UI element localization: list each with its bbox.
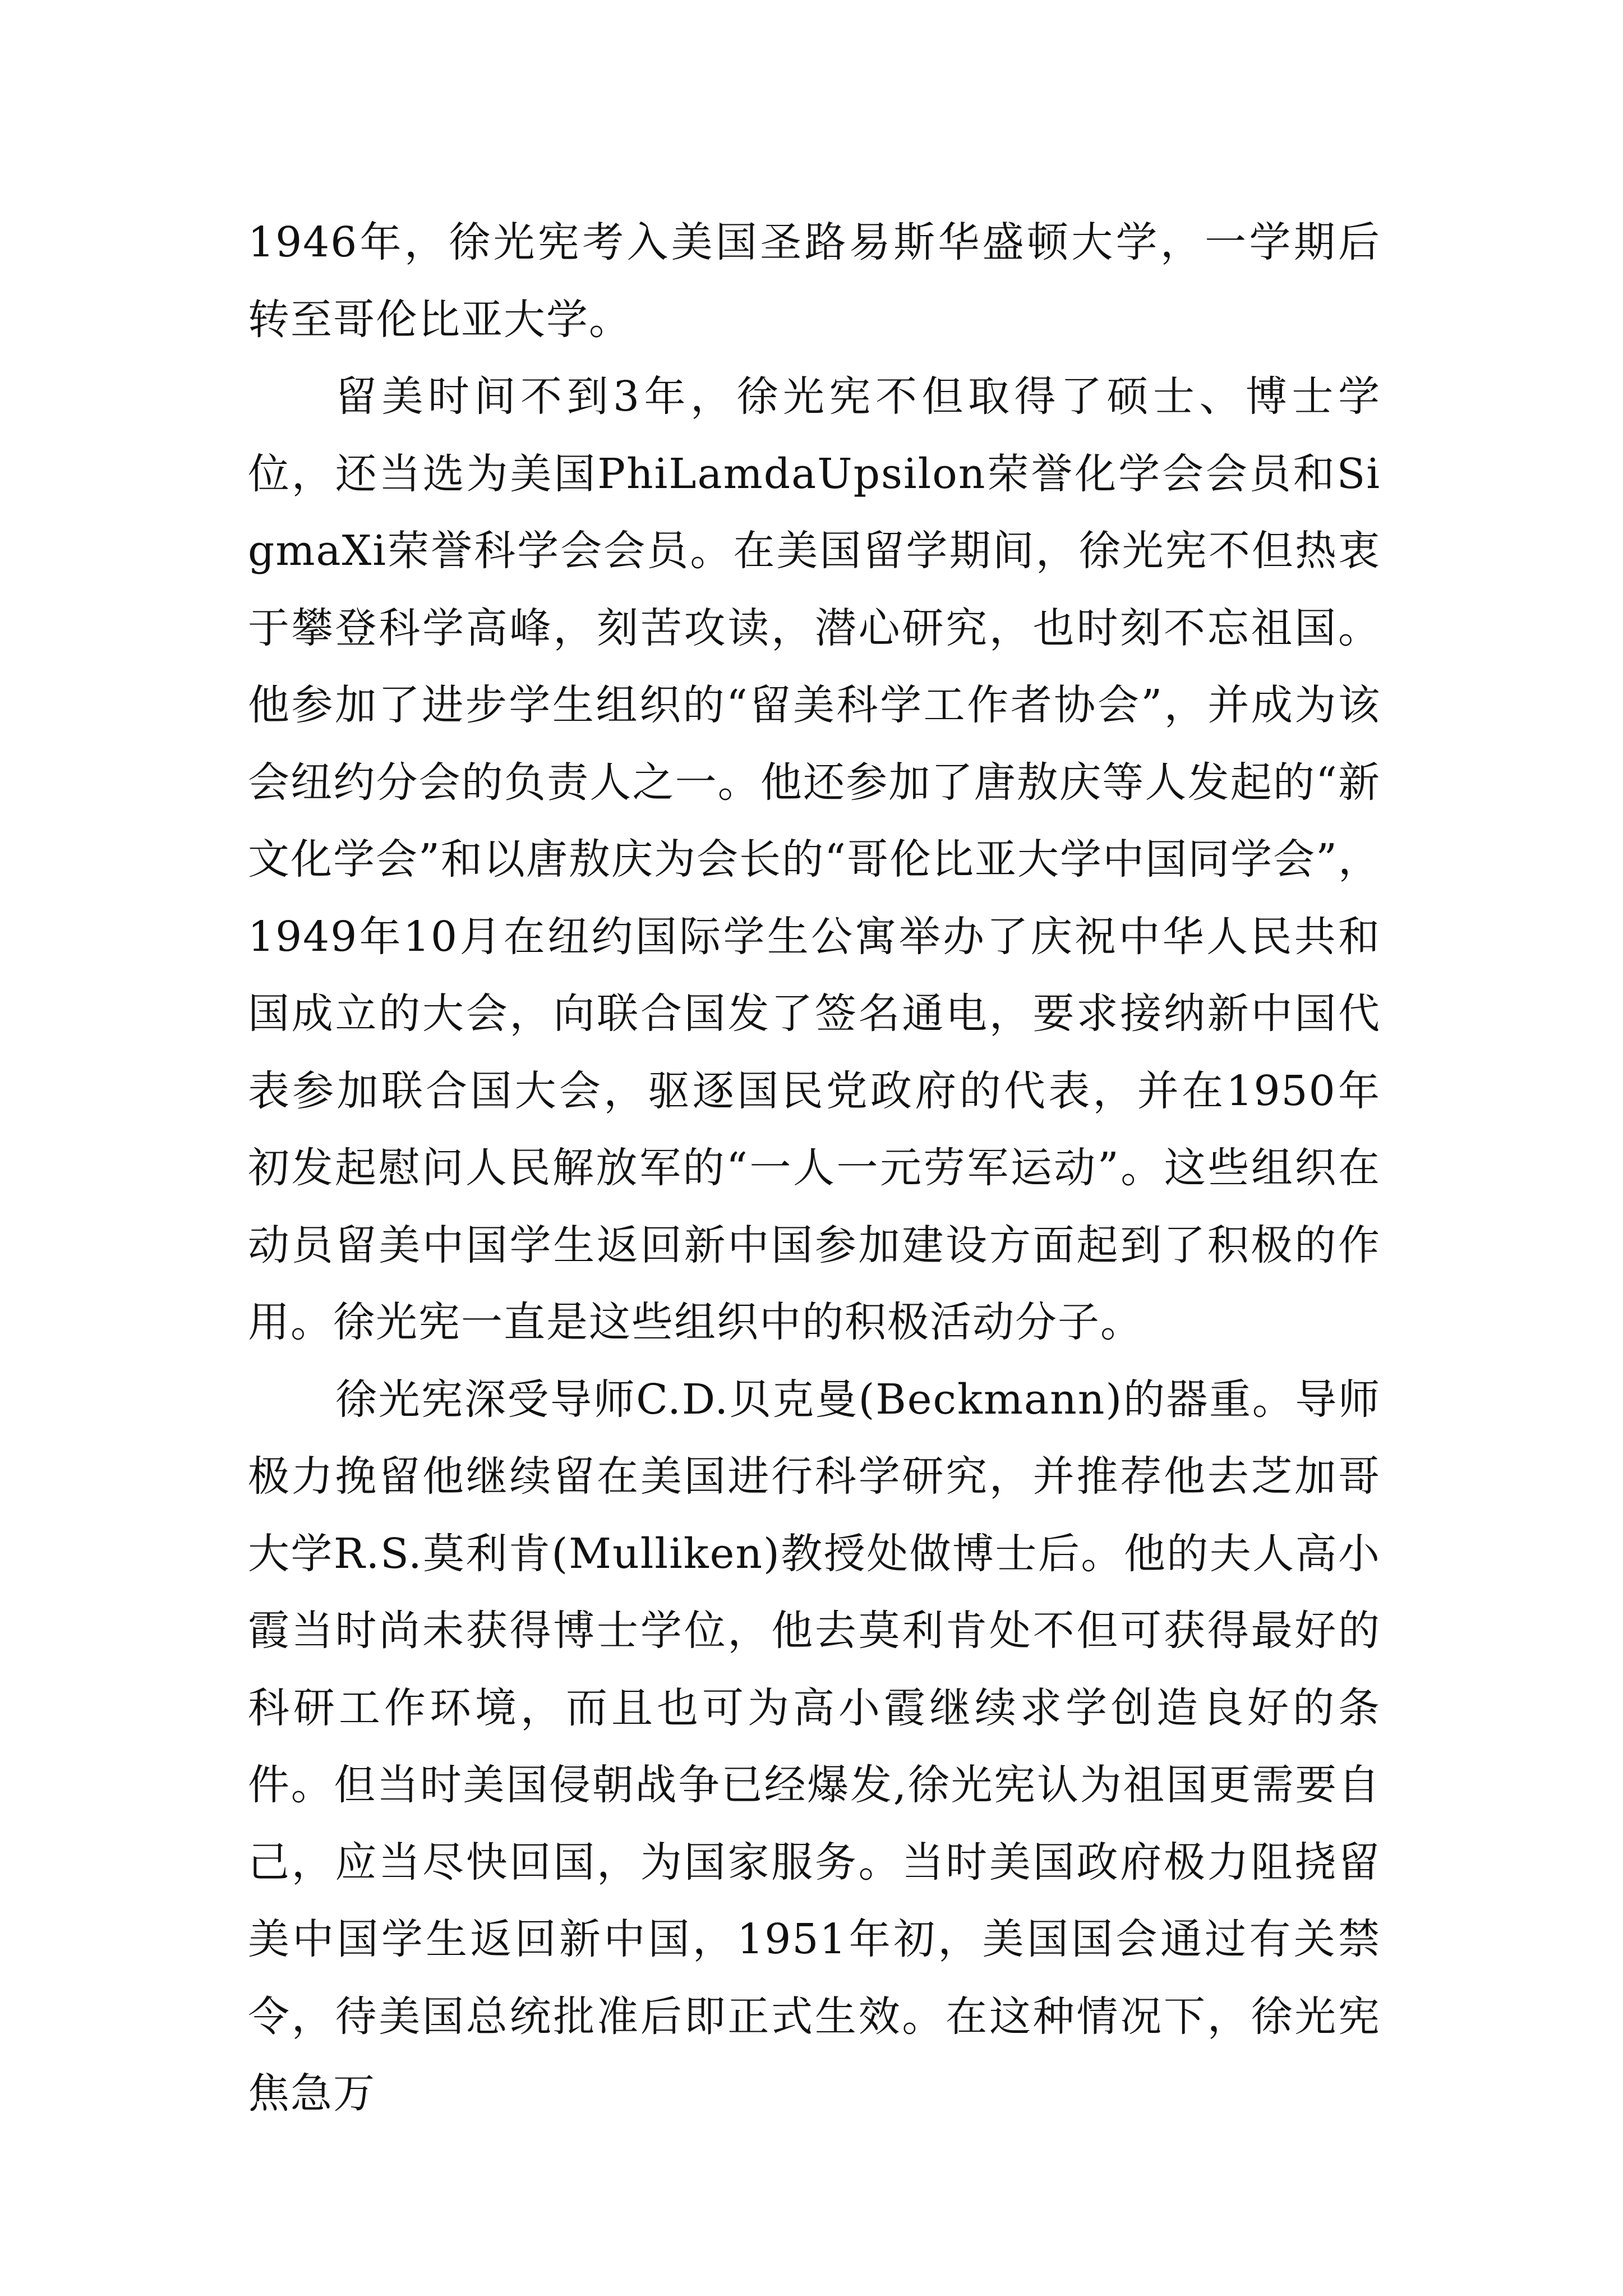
paragraph-2: 留美时间不到3年，徐光宪不但取得了硕士、博士学位，还当选为美国PhiLamdaUpsilon荣誉化学会会员和SigmaXi荣誉科学会会员。在美国留学期间，徐光宪不但热衷于攀登科学高峰，刻苦攻读，潜心研究，也时刻不忘祖国。他参加了进步学生组织的“留美科学工作者协会”，并成为该会纽约分会的负责人之一。他还参加了唐敖庆等人发起的“新文化学会”和以唐敖庆为会长的“哥伦比亚大学中国同学会”，1949年10月在纽约国际学生公寓举办了庆祝中华人民共和国成立的大会，向联合国发了签名通电，要求接纳新中国代表参加联合国大会，驱逐国民党政府的代表，并在1950年初发起慰问人民解放军的“一人一元劳军运动”。这些组织在动员留美中国学生返回新中国参加建设方面起到了积极的作用。徐光宪一直是这些组织中的积极活动分子。 xyxy=(248,372,1381,1346)
body-text xyxy=(248,204,1381,2133)
paragraph-3: 徐光宪深受导师C.D.贝克曼(Beckmann)的器重。导师极力挽留他继续留在美国进行科学研究，并推荐他去芝加哥大学R.S.莫利肯(Mulliken)教授处做博士后。他的夫人高小霞当时尚未获得博士学位，他去莫利肯处不但可获得最好的科研工作环境，而且也可为高小霞继续求学创造良好的条件。但当时美国侵朝战争已经爆发,徐光宪认为祖国更需要自己，应当尽快回国，为国家服务。当时美国政府极力阻挠留美中国学生返回新中国，1951年初，美国国会通过有关禁令，待美国总统批准后即正式生效。在这种情况下，徐光宪焦急万 xyxy=(248,1375,1381,2118)
paragraph-1: 1946年，徐光宪考入美国圣路易斯华盛顿大学，一学期后转至哥伦比亚大学。 xyxy=(248,218,1381,344)
